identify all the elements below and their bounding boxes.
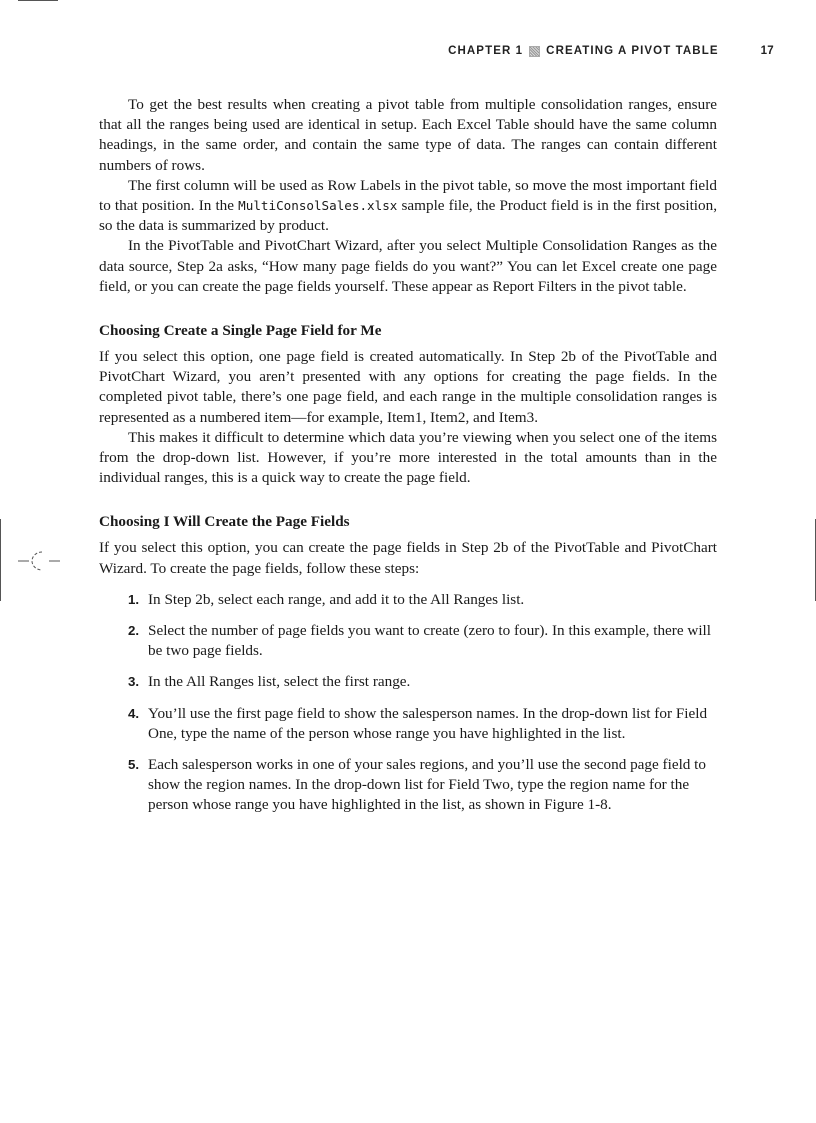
paragraph: To get the best results when creating a pivot table from multiple consolidation ranges, ensure that all the ranges being used are identical in setup. Each Excel Table should have the same column headings, in the same order, and contain the same type of data. The ranges can contain different numbers of rows.: [99, 96, 717, 174]
list-item: [99, 621, 717, 661]
step-number: 1.: [128, 591, 140, 607]
list-item: [99, 590, 717, 610]
section-heading: Choosing Create a Single Page Field for Me: [99, 322, 382, 340]
step-number: 4.: [128, 705, 140, 721]
step-text: You’ll use the first page field to show the salesperson names. In the drop-down list for Field One, type the name of the person whose range you have highlighted in the list.: [148, 704, 708, 742]
registration-mark-icon: [18, 548, 60, 574]
header-chapter-title: CREATING A PIVOT TABLE: [546, 45, 719, 57]
list-item: [99, 672, 717, 692]
header-separator-icon: [529, 46, 540, 57]
step-text: Select the number of page fields you want to create (zero to four). In this example, there will be two page fields.: [148, 622, 711, 660]
list-item: [99, 704, 717, 744]
step-number: 3.: [128, 674, 140, 690]
paragraph: The first column will be used as Row Labels in the pivot table, so move the most important field to that position. In the MultiConsolSales.xlsx sample file, the Product field is in the first position, so the data is summarized by product.: [99, 176, 717, 235]
step-text: In Step 2b, select each range, and add it to the All Ranges list.: [148, 590, 525, 608]
paragraph: This makes it difficult to determine which data you’re viewing when you select one of the items from the drop-down list. However, if you’re more interested in the total amounts than in the individual ranges, this is a quick way to create the page field.: [99, 428, 717, 487]
file-name: MultiConsolSales.xlsx: [238, 198, 398, 214]
page-number: 17: [760, 45, 774, 57]
step-number: 2.: [128, 623, 140, 639]
step-number: 5.: [128, 757, 140, 773]
paragraph: If you select this option, one page field is created automatically. In Step 2b of the PivotTable and PivotChart Wizard, you aren’t presented with any options for creating the page fields. In the completed pivot table, there’s one page field, and each range in the multiple consolidation ranges is represented as a numbered item—for example, Item1, Item2, and Item3.: [99, 348, 717, 426]
crop-mark-top: [18, 0, 58, 1]
header-chapter: CHAPTER 1: [448, 45, 524, 57]
list-item: [99, 755, 717, 816]
section-heading: Choosing I Will Create the Page Fields: [99, 513, 350, 531]
paragraph: If you select this option, you can create the page fields in Step 2b of the PivotTable and PivotChart Wizard. To create the page fields, follow these steps:: [99, 539, 717, 577]
trim-line-left: [0, 519, 1, 601]
steps-list: [99, 590, 717, 816]
running-header: [448, 43, 774, 59]
step-text: In the All Ranges list, select the first range.: [148, 673, 411, 691]
paragraph: In the PivotTable and PivotChart Wizard, after you select Multiple Consolidation Ranges as the data source, Step 2a asks, “How many page fields do you want?” You can let Excel create one page field, or you can create the page fields yourself. These appear as Report Filters in the pivot table.: [99, 237, 717, 295]
step-text: Each salesperson works in one of your sales regions, and you’ll use the second page field to show the region names. In the drop-down list for Field Two, type the region name for the person whose range you have highlighted in the list, as shown in Figure 1-8.: [148, 756, 706, 814]
page-body: [99, 95, 717, 816]
